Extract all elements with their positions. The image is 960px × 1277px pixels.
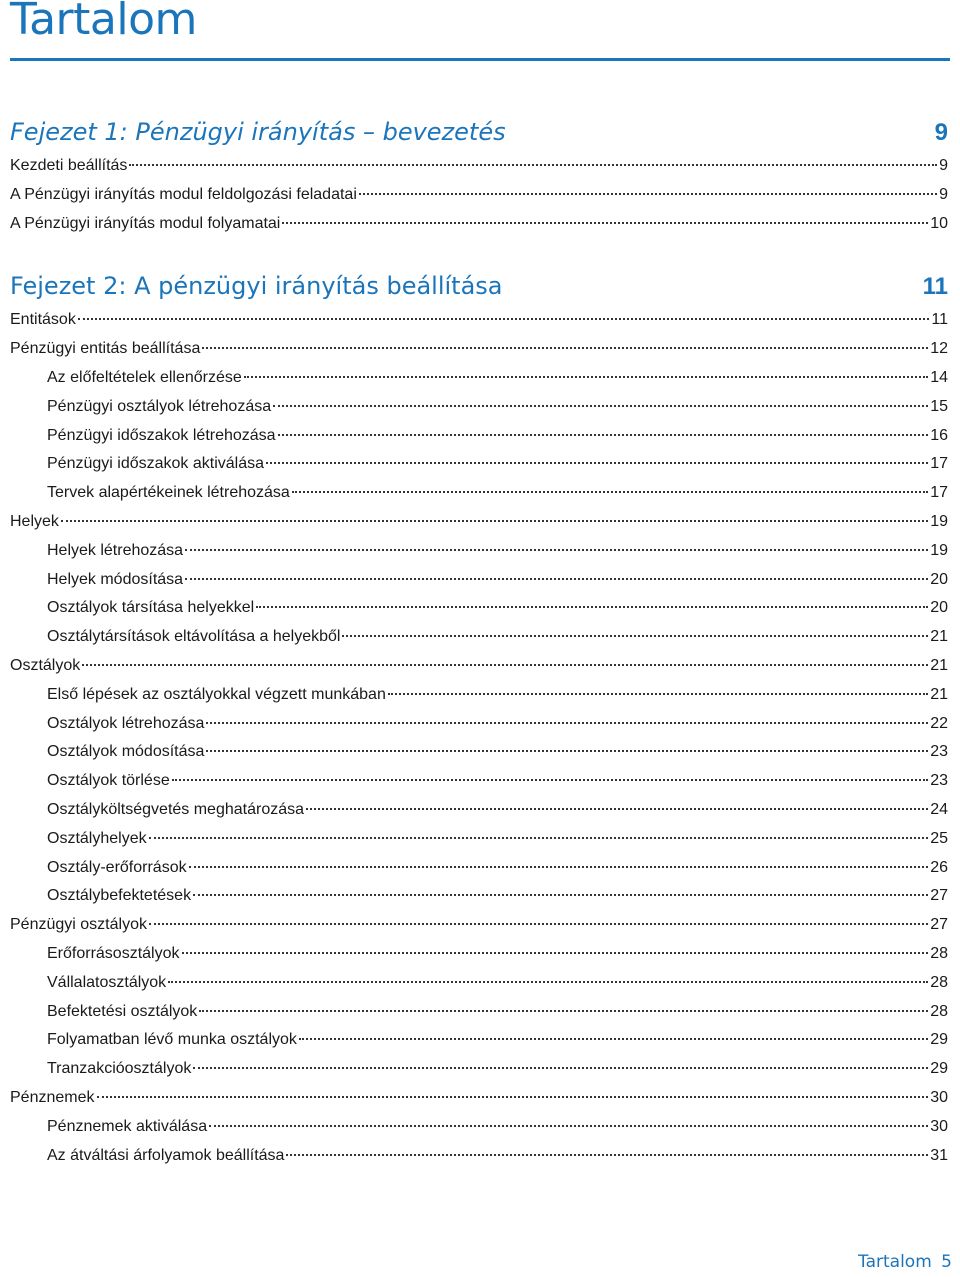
entry-title: Osztály-erőforrások <box>47 858 187 876</box>
toc-entry[interactable] <box>10 422 948 451</box>
entry-page-number: 14 <box>930 368 948 386</box>
dot-leader <box>61 520 928 522</box>
entry-page-number: 28 <box>930 973 948 991</box>
entry-page-number: 23 <box>930 772 948 790</box>
toc-entry[interactable] <box>10 594 948 623</box>
entry-page-number: 23 <box>930 743 948 761</box>
dot-leader <box>193 1067 928 1069</box>
entry-page-number: 22 <box>930 714 948 732</box>
dot-leader <box>149 923 928 925</box>
dot-leader <box>282 222 928 224</box>
dot-leader <box>266 462 928 464</box>
entry-page-number: 9 <box>939 185 948 203</box>
toc-entry[interactable] <box>10 508 948 537</box>
toc-entry[interactable] <box>10 882 948 911</box>
entry-page-number: 27 <box>930 916 948 934</box>
entry-title: Osztályköltségvetés meghatározása <box>47 800 305 818</box>
toc-entry[interactable] <box>10 969 948 998</box>
dot-leader <box>199 1010 928 1012</box>
entry-page-number: 15 <box>930 397 948 415</box>
entry-title: Pénzügyi időszakok létrehozása <box>47 426 276 444</box>
entry-page-number: 19 <box>930 541 948 559</box>
dot-leader <box>273 405 928 407</box>
dot-leader <box>149 837 929 839</box>
entry-title: Pénznemek <box>10 1088 95 1106</box>
toc-entry[interactable] <box>10 998 948 1027</box>
entry-page-number: 31 <box>930 1146 948 1164</box>
entry-page-number: 17 <box>930 455 948 473</box>
toc-entry[interactable] <box>10 738 948 767</box>
toc-entry[interactable] <box>10 796 948 825</box>
toc-entry[interactable] <box>10 152 948 181</box>
dot-leader <box>189 866 929 868</box>
entry-page-number: 17 <box>930 484 948 502</box>
chapter-title: Fejezet 2: A pénzügyi irányítás beállítása <box>10 272 503 301</box>
toc-entry[interactable] <box>10 566 948 595</box>
entry-title: A Pénzügyi irányítás modul feldolgozási feladatai <box>10 185 357 203</box>
dot-leader <box>193 894 928 896</box>
toc-entry[interactable] <box>10 306 948 335</box>
dot-leader <box>256 606 928 608</box>
table-of-contents <box>10 112 948 1170</box>
dot-leader <box>82 664 928 666</box>
entry-page-number: 19 <box>930 512 948 530</box>
entry-title: Befektetési osztályok <box>47 1002 198 1020</box>
entry-title: Osztályok társítása helyekkel <box>47 599 255 617</box>
toc-entry[interactable] <box>10 364 948 393</box>
dot-leader <box>182 952 929 954</box>
dot-leader <box>206 750 928 752</box>
entry-page-number: 29 <box>930 1031 948 1049</box>
toc-entry[interactable] <box>10 1026 948 1055</box>
toc-entry[interactable] <box>10 652 948 681</box>
chapter-page-number: 11 <box>922 273 948 301</box>
dot-leader <box>172 779 928 781</box>
entry-page-number: 25 <box>930 829 948 847</box>
dot-leader <box>306 808 928 810</box>
entry-title: Tranzakcióosztályok <box>47 1060 192 1078</box>
dot-leader <box>129 164 937 166</box>
toc-entry[interactable] <box>10 911 948 940</box>
toc-entry[interactable] <box>10 181 948 210</box>
toc-entry[interactable] <box>10 335 948 364</box>
toc-entry[interactable] <box>10 479 948 508</box>
entry-page-number: 29 <box>930 1060 948 1078</box>
toc-entry[interactable] <box>10 940 948 969</box>
entry-page-number: 16 <box>930 426 948 444</box>
entry-page-number: 21 <box>930 628 948 646</box>
dot-leader <box>206 722 928 724</box>
entry-title: Helyek létrehozása <box>47 541 184 559</box>
entry-page-number: 26 <box>930 858 948 876</box>
entry-page-number: 20 <box>930 599 948 617</box>
entry-title: Pénzügyi időszakok aktiválása <box>47 455 265 473</box>
chapter-heading[interactable] <box>10 112 948 152</box>
entry-page-number: 10 <box>930 214 948 232</box>
page-title: Tartalom <box>10 0 197 45</box>
entry-title: Osztálybefektetések <box>47 887 192 905</box>
entry-title: Osztályok módosítása <box>47 743 205 761</box>
toc-entry[interactable] <box>10 210 948 239</box>
toc-entry[interactable] <box>10 450 948 479</box>
entry-title: Pénzügyi entitás beállítása <box>10 340 201 358</box>
entry-title: Pénznemek aktiválása <box>47 1117 208 1135</box>
toc-entry[interactable] <box>10 681 948 710</box>
toc-entry[interactable] <box>10 623 948 652</box>
entry-title: Osztályok törlése <box>47 772 170 790</box>
toc-entry[interactable] <box>10 710 948 739</box>
toc-entry[interactable] <box>10 1142 948 1171</box>
entry-page-number: 12 <box>930 340 948 358</box>
entry-title: Első lépések az osztályokkal végzett munkában <box>47 685 386 703</box>
dot-leader <box>359 193 937 195</box>
entry-title: Helyek <box>10 512 59 530</box>
dot-leader <box>168 981 928 983</box>
toc-entry[interactable] <box>10 1113 948 1142</box>
entry-title: Vállalatosztályok <box>47 973 167 991</box>
entry-page-number: 30 <box>930 1117 948 1135</box>
entry-title: Pénzügyi osztályok létrehozása <box>47 397 272 415</box>
toc-entry[interactable] <box>10 825 948 854</box>
entry-page-number: 11 <box>931 311 948 329</box>
dot-leader <box>292 491 928 493</box>
entry-title: Az átváltási árfolyamok beállítása <box>47 1146 285 1164</box>
entry-title: Az előfeltételek ellenőrzése <box>47 368 242 386</box>
entry-page-number: 9 <box>939 157 948 174</box>
footer-page-number: 5 <box>941 1252 952 1272</box>
entry-title: Helyek módosítása <box>47 570 184 588</box>
entry-title: Pénzügyi osztályok <box>10 916 147 934</box>
dot-leader <box>388 693 928 695</box>
entry-page-number: 28 <box>930 944 948 962</box>
dot-leader <box>97 1096 929 1098</box>
entry-page-number: 21 <box>930 685 948 703</box>
entry-title: Osztályok létrehozása <box>47 714 205 732</box>
dot-leader <box>286 1154 928 1156</box>
entry-title: Kezdeti beállítás <box>10 157 128 174</box>
chapter-heading[interactable] <box>10 266 948 306</box>
dot-leader <box>299 1038 928 1040</box>
title-divider <box>10 58 950 61</box>
entry-title: Tervek alapértékeinek létrehozása <box>47 484 290 502</box>
dot-leader <box>244 376 928 378</box>
entry-title: Osztálytársítások eltávolítása a helyekből <box>47 628 341 646</box>
entry-page-number: 24 <box>930 800 948 818</box>
dot-leader <box>342 635 928 637</box>
footer-label: Tartalom <box>858 1252 932 1272</box>
toc-entry[interactable] <box>10 1084 948 1113</box>
dot-leader <box>278 434 929 436</box>
entry-page-number: 28 <box>930 1002 948 1020</box>
dot-leader <box>185 549 928 551</box>
entry-title: A Pénzügyi irányítás modul folyamatai <box>10 214 281 232</box>
dot-leader <box>209 1125 928 1127</box>
toc-entry[interactable] <box>10 767 948 796</box>
entry-title: Osztályok <box>10 656 81 674</box>
entry-title: Erőforrásosztályok <box>47 944 180 962</box>
toc-entry[interactable] <box>10 1055 948 1084</box>
toc-entry[interactable] <box>10 393 948 422</box>
entry-title: Folyamatban lévő munka osztályok <box>47 1031 297 1049</box>
chapter-title: Fejezet 1: Pénzügyi irányítás – bevezetés <box>10 118 506 146</box>
dot-leader <box>202 347 928 349</box>
entry-title: Osztályhelyek <box>47 829 147 847</box>
toc-entry[interactable] <box>10 854 948 883</box>
entry-page-number: 30 <box>930 1088 948 1106</box>
entry-page-number: 20 <box>930 570 948 588</box>
entry-page-number: 21 <box>930 656 948 674</box>
dot-leader <box>78 318 930 320</box>
dot-leader <box>185 578 928 580</box>
page-footer <box>854 1252 952 1272</box>
entry-title: Entitások <box>10 311 76 329</box>
entry-page-number: 27 <box>930 887 948 905</box>
toc-entry[interactable] <box>10 537 948 566</box>
chapter-page-number: 9 <box>934 119 948 146</box>
